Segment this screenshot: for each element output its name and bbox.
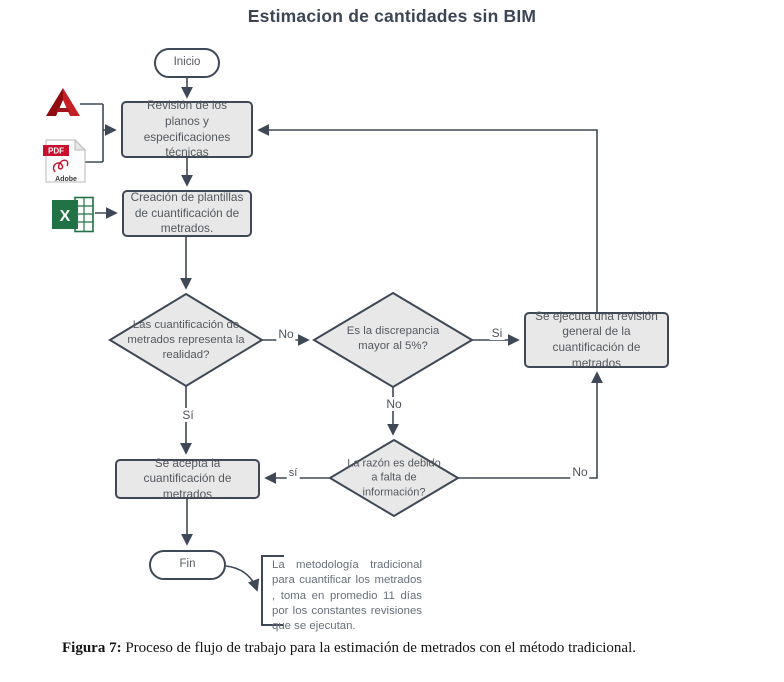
decision-discrepancia-label: Es la discrepancia mayor al 5%? <box>346 325 440 352</box>
node-revision <box>121 98 253 160</box>
edge-label-discrepancia-no: No <box>386 397 402 411</box>
node-fin-label: Fin <box>179 558 196 571</box>
node-revision-general-label: Se ejecuta una revisión general de la cuantificación de metrados <box>535 308 658 370</box>
diagram-title: Estimacion de cantidades sin BIM <box>247 6 537 26</box>
node-acepta <box>115 455 260 501</box>
autocad-icon <box>44 87 82 124</box>
figure-caption-prefix: Figura 7: <box>62 640 122 656</box>
edge-fin-to-note <box>226 566 257 590</box>
node-fin <box>149 550 226 580</box>
edge-label-razon-si: sí <box>288 467 298 479</box>
decision-razon-label: La razón es debido a falta de información? <box>347 457 441 499</box>
figure-caption-text: Proceso de flujo de trabajo para la estimación de metrados con el método tradicional. <box>121 640 636 656</box>
decision-realidad-label: Las cuantificación de metrados representa la realidad? <box>127 318 245 361</box>
pdf-icon <box>43 138 88 189</box>
node-creacion-label: Creación de plantillas de cuantificación de metrados. <box>130 190 244 236</box>
adobe-label: Adobe <box>55 176 77 183</box>
pdf-banner-label: PDF <box>48 146 64 156</box>
note-text: La metodología tradicional para cuantificar los metrados , toma en promedio 11 días por los constantes revisiones que se ejecutan. <box>272 559 422 633</box>
edge-loop-revision-general-to-revision <box>259 130 597 312</box>
edge-label-razon-no: No <box>572 465 588 479</box>
excel-icon <box>52 196 95 238</box>
node-revision-label: Revisión de los planos y especificaciones técnicas <box>143 98 231 160</box>
node-creacion <box>122 190 252 237</box>
edge-label-realidad-si: Sí <box>182 408 194 422</box>
excel-icon-graphic <box>52 196 95 233</box>
edge-label-discrepancia-si: Si <box>491 326 503 340</box>
figure-caption <box>62 640 742 657</box>
node-inicio <box>154 48 220 78</box>
edge-label-realidad-no: No <box>278 327 294 341</box>
edge-razon-no-revision-general <box>458 373 597 478</box>
node-acepta-label: Se acepta la cuantificación de metrados <box>143 455 232 501</box>
pdf-icon-graphic <box>43 138 88 184</box>
excel-letter: X <box>59 208 71 225</box>
autocad-icon-graphic <box>44 87 82 119</box>
node-inicio-label: Inicio <box>173 56 201 69</box>
node-revision-general <box>524 308 669 370</box>
